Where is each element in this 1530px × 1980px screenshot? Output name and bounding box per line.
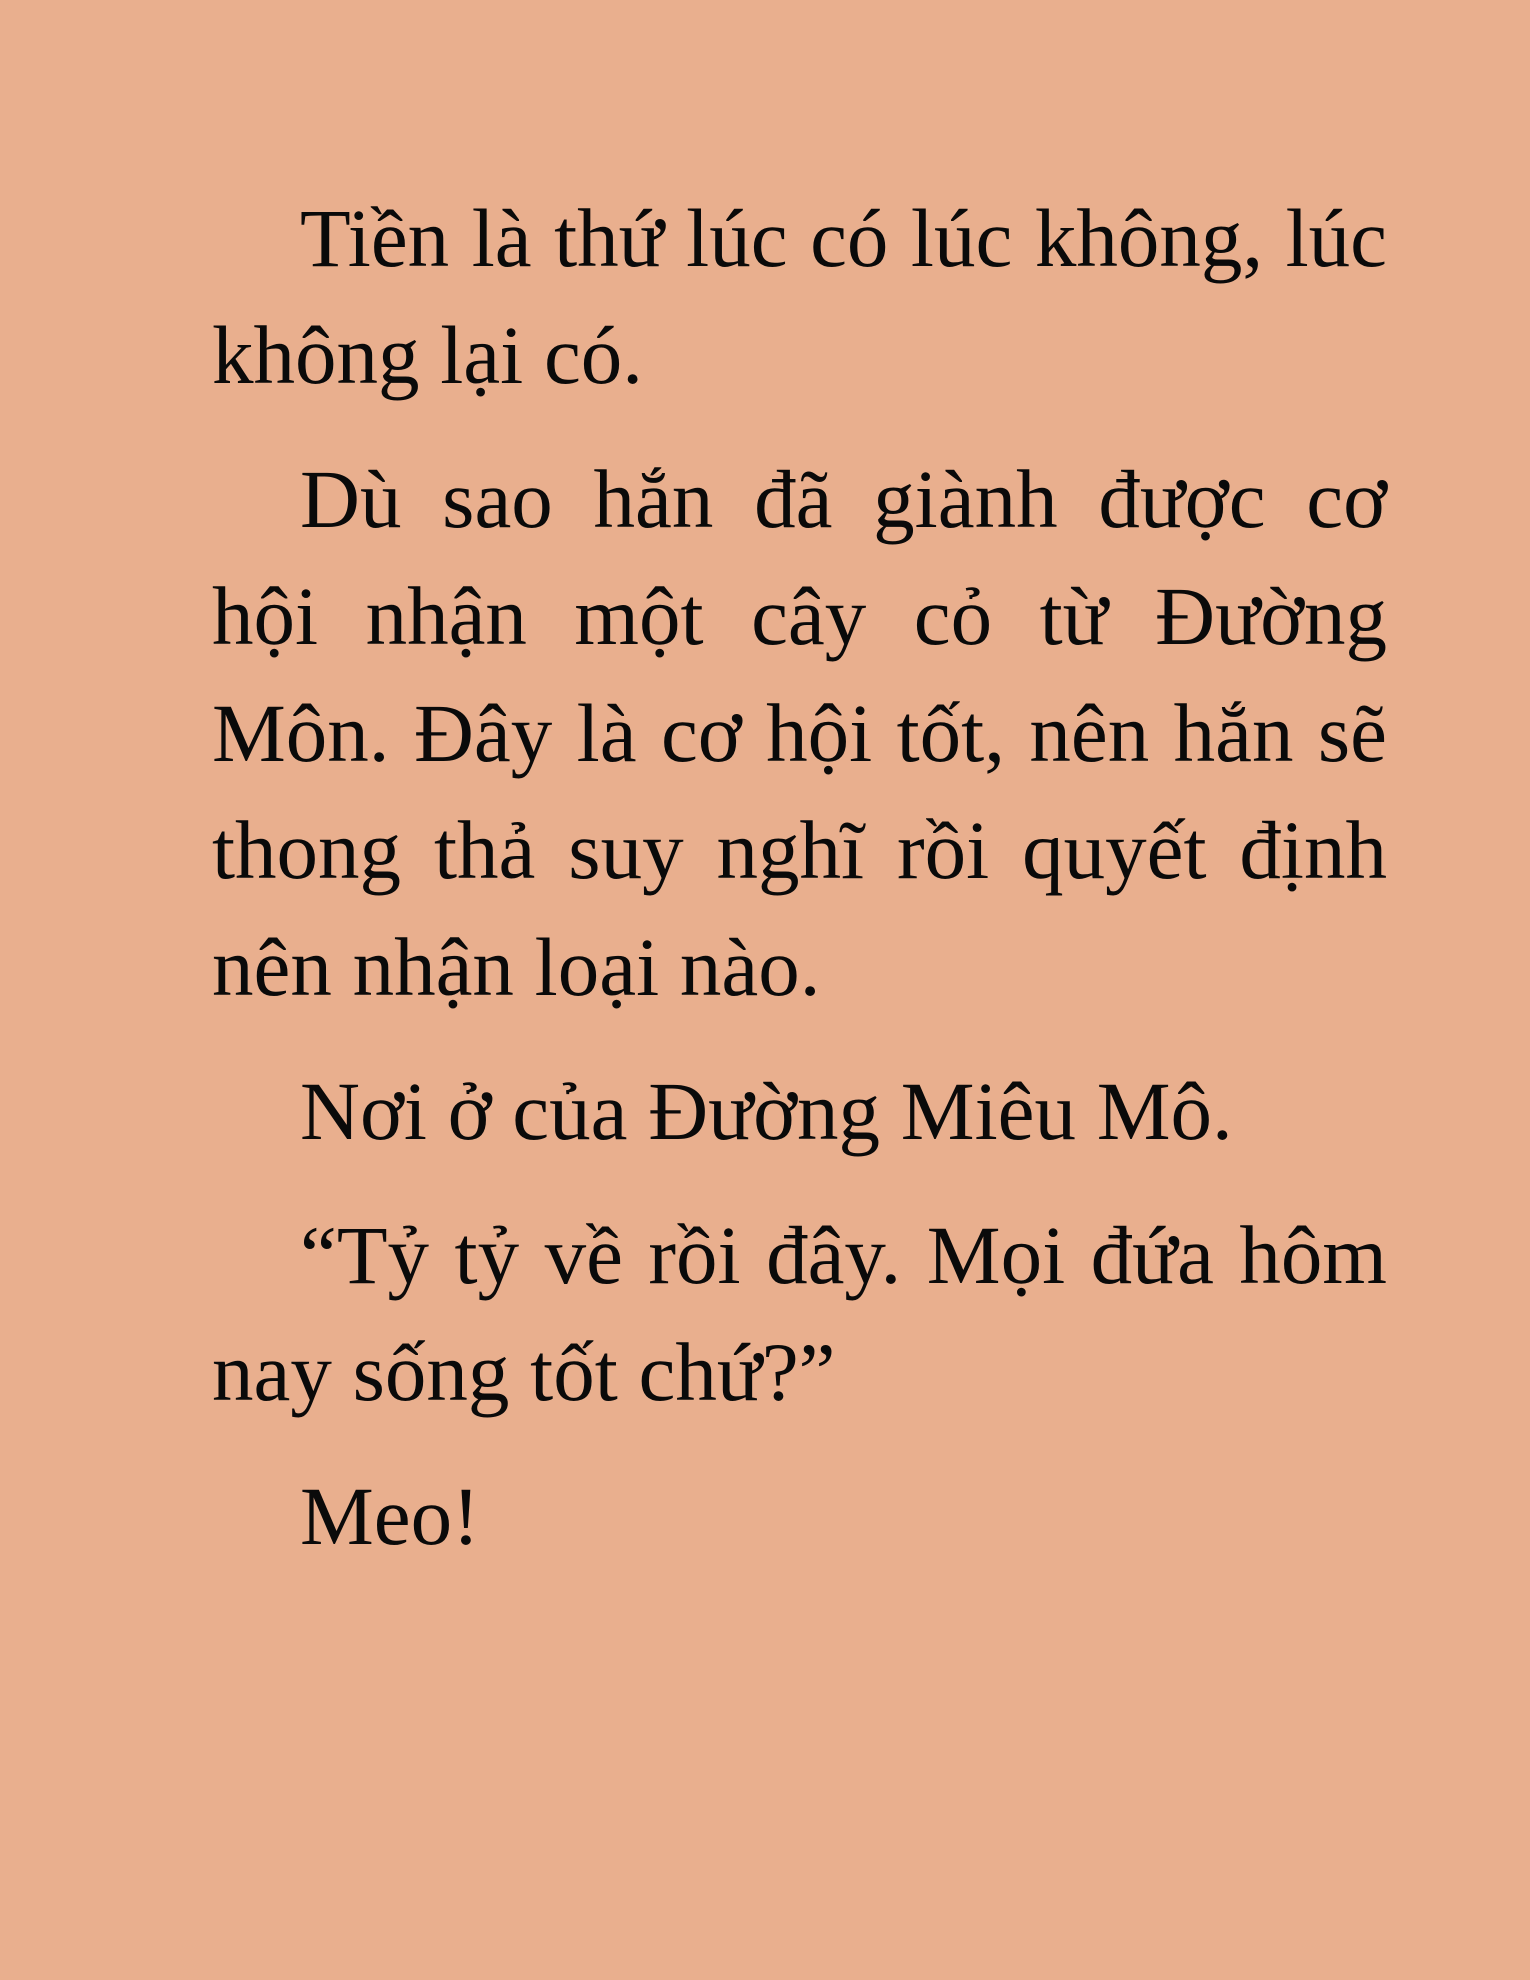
paragraph-1: Tiền là thứ lúc có lúc không, lúc không lại có. [212, 192, 1387, 401]
paragraph-3: Nơi ở của Đường Miêu Mô. [300, 1065, 1233, 1157]
paragraph-2: Dù sao hắn đã giành được cơ hội nhận một cây cỏ từ Đường Môn. Đây là cơ hội tốt, nên hắn sẽ thong thả suy nghĩ rồi quyết định nên nhận loại nào. [212, 453, 1387, 1013]
paragraph-4: “Tỷ tỷ về rồi đây. Mọi đứa hôm nay sống tốt chứ?” [212, 1209, 1387, 1418]
paragraph-5: Meo! [300, 1470, 480, 1562]
story-text [212, 180, 1387, 1602]
